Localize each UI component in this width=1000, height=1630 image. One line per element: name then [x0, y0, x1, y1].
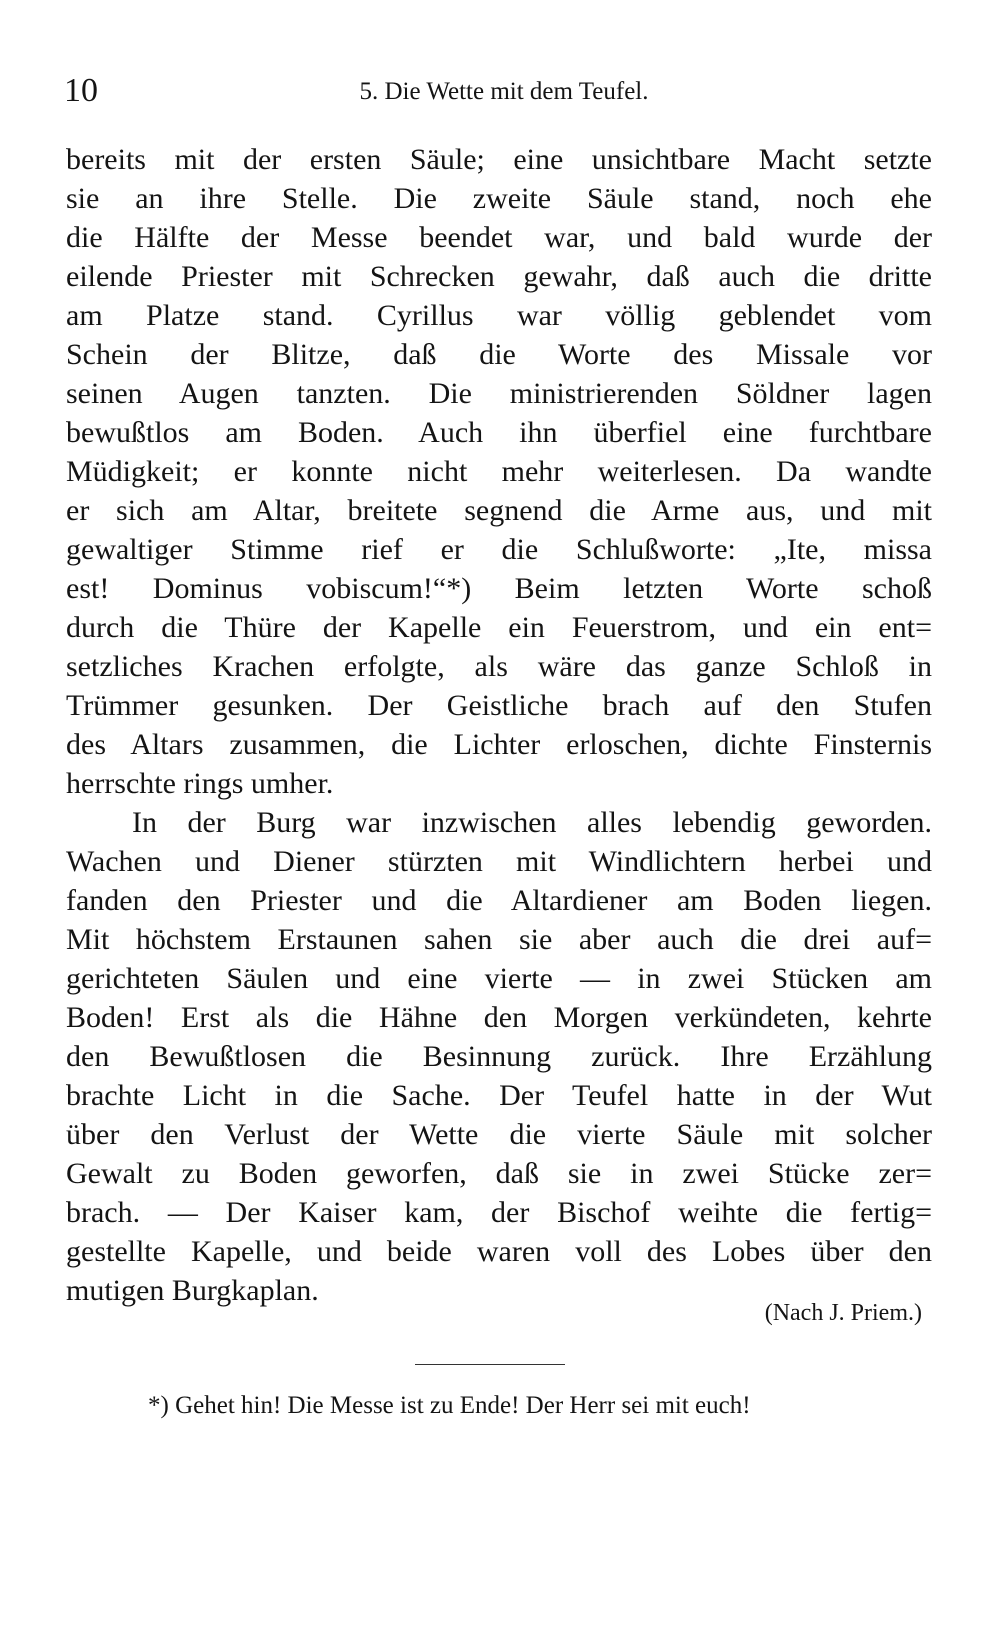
- footnote-rule: [415, 1364, 565, 1365]
- text-line: gerichteten Säulen und eine vierte — in zwei Stücken am: [66, 962, 932, 995]
- text-line: gewaltiger Stimme rief er die Schlußworte: „Ite, missa: [66, 533, 932, 566]
- text-line: In der Burg war inzwischen alles lebendig geworden.: [132, 806, 932, 839]
- text-line: Mit höchstem Erstaunen sahen sie aber auch die drei auf=: [66, 923, 932, 956]
- text-line: Gewalt zu Boden geworfen, daß sie in zwei Stücke zer=: [66, 1157, 932, 1190]
- text-line: mutigen Burgkaplan.: [66, 1274, 319, 1307]
- page-number: 10: [64, 72, 98, 109]
- body-text: [66, 140, 932, 1310]
- text-line: durch die Thüre der Kapelle ein Feuerstrom, und ein ent=: [66, 611, 932, 644]
- text-line: am Platze stand. Cyrillus war völlig geblendet vom: [66, 299, 932, 332]
- paragraph: [66, 140, 932, 803]
- text-line: bewußtlos am Boden. Auch ihn überfiel eine furchtbare: [66, 416, 932, 449]
- text-line: Müdigkeit; er konnte nicht mehr weiterlesen. Da wandte: [66, 455, 932, 488]
- text-line: brachte Licht in die Sache. Der Teufel hatte in der Wut: [66, 1079, 932, 1112]
- text-line: den Bewußtlosen die Besinnung zurück. Ihre Erzählung: [66, 1040, 932, 1073]
- text-line: herrschte rings umher.: [66, 767, 334, 800]
- text-line: er sich am Altar, breitete segnend die Arme aus, und mit: [66, 494, 932, 527]
- footnote: *) Gehet hin! Die Messe ist zu Ende! Der Herr sei mit euch!: [148, 1392, 751, 1419]
- text-line: seinen Augen tanzten. Die ministrierenden Söldner lagen: [66, 377, 932, 410]
- text-line: Boden! Erst als die Hähne den Morgen verkündeten, kehrte: [66, 1001, 932, 1034]
- text-line: est! Dominus vobiscum!“*) Beim letzten Worte schoß: [66, 572, 932, 605]
- text-line: über den Verlust der Wette die vierte Säule mit solcher: [66, 1118, 932, 1151]
- paragraph: [66, 803, 932, 1310]
- text-line: des Altars zusammen, die Lichter erloschen, dichte Finsternis: [66, 728, 932, 761]
- text-line: Schein der Blitze, daß die Worte des Missale vor: [66, 338, 932, 371]
- text-line: gestellte Kapelle, und beide waren voll des Lobes über den: [66, 1235, 932, 1268]
- text-line: sie an ihre Stelle. Die zweite Säule stand, noch ehe: [66, 182, 932, 215]
- text-line: die Hälfte der Messe beendet war, und bald wurde der: [66, 221, 932, 254]
- text-line: setzliches Krachen erfolgte, als wäre das ganze Schloß in: [66, 650, 932, 683]
- text-line: Trümmer gesunken. Der Geistliche brach auf den Stufen: [66, 689, 932, 722]
- text-line: fanden den Priester und die Altardiener am Boden liegen.: [66, 884, 932, 917]
- source-attribution: (Nach J. Priem.): [764, 1300, 922, 1326]
- running-head: 5. Die Wette mit dem Teufel.: [359, 78, 649, 105]
- text-line: brach. — Der Kaiser kam, der Bischof weihte die fertig=: [66, 1196, 932, 1229]
- text-line: bereits mit der ersten Säule; eine unsichtbare Macht setzte: [66, 143, 932, 176]
- text-line: Wachen und Diener stürzten mit Windlichtern herbei und: [66, 845, 932, 878]
- page-header: [64, 72, 944, 122]
- text-line: eilende Priester mit Schrecken gewahr, daß auch die dritte: [66, 260, 932, 293]
